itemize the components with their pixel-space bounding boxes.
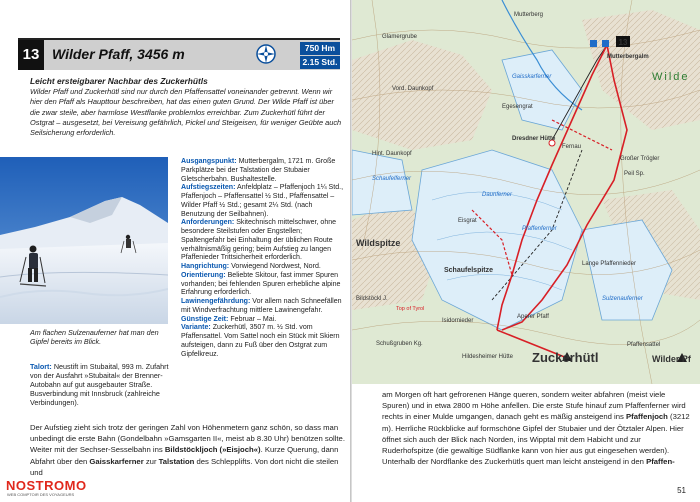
map-route-number: 13 — [618, 38, 628, 47]
intro-text: Wilder Pfaff und Zuckerhütl sind nur durch den Pfaffensattel voneinander getrennt. Wenn wir hier den Pfaff als Haupttour beschreiben, hat das einen guten Grund. Der Wilde Pfaff ist über die zwar steile, aber harmlose Westflanke problemlos erreichbar. Zum Zuckerhütl führt der Ostgrat – ausgesetzt, bei Vereisung gefährlich, Pickel und Steigeisen, für weniger Geübte auch Seilsicherung erforderlich. — [30, 87, 342, 138]
page-number: 51 — [677, 486, 686, 495]
info-text: Mutterbergalm, 1721 m. Große Parkplätze bei der Talstation der Stubaier Gletscherbahn. Bushaltestelle. — [181, 158, 336, 183]
compass-icon — [255, 43, 277, 65]
body-text: des Schlepplifts. Von dort nicht die steilen und — [30, 456, 339, 477]
info-label: Orientierung: — [181, 271, 226, 279]
map-label: Dresdner Hütte — [512, 136, 556, 142]
intro-heading: Leicht ersteigbarer Nachbar des Zuckerhütls — [30, 76, 208, 86]
logo-tagline: WEB COMPTOIR DES VOYAGEURS — [7, 492, 75, 497]
info-item — [181, 272, 345, 298]
map-label: Fernau — [562, 144, 582, 150]
map-label: Lange Pfaffennieder — [582, 261, 636, 267]
map-label: Schaufelferner — [372, 176, 412, 182]
info-text: Februar – Mai. — [230, 315, 277, 323]
info-item — [181, 324, 345, 359]
body-text: zur — [143, 456, 159, 466]
info-item — [181, 263, 345, 272]
info-item — [181, 184, 345, 219]
map-label: Aperer Pfaff — [517, 314, 549, 320]
photo-caption: Am flachen Sulzenauferner hat man den Gipfel bereits im Blick. — [30, 328, 159, 347]
map-label: Schußgruben Kg. — [376, 341, 423, 347]
map-label: Wildspitze — [356, 238, 401, 248]
route-map — [352, 0, 700, 384]
map-label: Sulzenauferner — [602, 296, 643, 302]
body-bold: Gaisskarferner — [89, 456, 144, 466]
map-label: Zuckerhütl — [532, 350, 599, 365]
body-text-right — [382, 389, 694, 467]
tour-header — [18, 38, 340, 70]
body-text: . Kurze Querung, dann Abfahrt über den — [30, 445, 339, 466]
info-text: Beliebte Skitour, fast immer Spuren vorhanden; bei fehlenden Spuren erhebliche alpine Erfahrung erforderlich. — [181, 271, 341, 297]
map-label: Mutterberg — [514, 12, 544, 18]
info-text: Skitechnisch mittelschwer, ohne besondere Steilstufen oder Engstellen; Spaltengefahr bei Einhaltung der üblichen Route verhältnismäßig gering; beim Aufstieg zu langen Pfaffenieder Trittsicherheit erforderlich. — [181, 219, 337, 262]
info-text: Zuckerhütl, 3507 m. ½ Std. vom Pfaffensattel. Vom Sattel noch ein Stück mit Skiern aufsteigen, dann zu Fuß über den Ostgrat zum Gipfelkreuz. — [181, 324, 340, 358]
map-label: Schaufelspitze — [444, 267, 494, 274]
tour-info — [181, 158, 345, 359]
info-label: Variante: — [181, 324, 211, 332]
map-label: Peil Sp. — [624, 171, 645, 177]
info-label: Lawinengefährdung: — [181, 298, 251, 305]
body-bold: Bildstöckljoch (»Eisjoch«) — [164, 445, 261, 455]
info-talort — [30, 362, 172, 407]
map-label: Bildstöckl J. — [356, 296, 388, 302]
map-label: Pfaffenferner — [522, 226, 557, 232]
body-text: am Morgen oft hart gefrorenen Hänge queren, sondern weiter abfahren (meist viele Spuren) und in etwa 2800 m Höhe anfellen. Die erste Stufe hinauf zum Pfaffenferner wird rechts in einer Mulde umgangen, danach geht es mäßig ansteigend ins — [382, 390, 686, 422]
map-label: Eisgrat — [458, 218, 477, 224]
map-label: Vord. Daunkopf — [392, 86, 434, 92]
body-bold: Talstation — [158, 456, 195, 466]
body-text: (3212 m). Herrliche Rückblicke auf formschöne Gipfel der Stubaier und der Ötztaler Alpen. Hier öffnet sich auch der Blick nach Norden, ins Wipptal mit dem Habicht und zur Ruderhofspitze (die gewaltige Südflanke kann von hier aus gut eingesehen werden). Unterhalb der Nordflanke des Zuckerhütls quert man leicht ansteigend in den — [382, 412, 690, 467]
map-label: Daunferner — [482, 192, 513, 198]
info-item — [181, 316, 345, 325]
info-text: Vor allem nach Schneefällen mit Windverfrachtung mittlere Lawinengefahr. — [181, 298, 342, 314]
map-label: Isidornieder — [442, 318, 474, 324]
info-label: Hangrichtung: — [181, 263, 230, 270]
info-item — [181, 219, 345, 263]
map-label: Glamergrube — [382, 34, 418, 40]
map-label: Großer Trögler — [620, 156, 660, 162]
info-text: Anfeldplatz – Pfaffenjoch 1¼ Std., Pfaffenjoch – Pfaffensattel ½ Std., Pfaffensattel – Wilder Pfaff ½ Std.; gesamt 2¼ Std. (nach Benutzung der Seilbahnen). — [181, 184, 344, 218]
body-text-left — [30, 422, 348, 478]
info-text: Neustift im Stubaital, 993 m. Zufahrt von der Ausfahrt »Stubaital« der Brenner-Autobahn auf gut ausgebauter Straße. Busverbindung mit Innsbruck (zahlreiche Verbindungen). — [30, 362, 169, 408]
map-label: Hint. Daunkopf — [372, 151, 412, 157]
logo-name: NOSTROMO — [6, 478, 87, 493]
info-text: Vorwiegend Nordwest, Nord. — [231, 263, 321, 270]
map-label: Gaisskarferner — [512, 74, 552, 80]
info-label: Günstige Zeit: — [181, 315, 229, 323]
info-item — [181, 158, 345, 184]
map-label: Hildesheimer Hütte — [462, 354, 514, 360]
info-item — [181, 298, 345, 316]
tour-number: 13 — [18, 40, 44, 70]
map-label: Wilde — [652, 71, 690, 83]
body-bold: Pfaffen- — [646, 457, 675, 467]
info-label: Talort: — [30, 362, 52, 371]
info-label: Anforderungen: — [181, 219, 235, 227]
nostromo-logo — [2, 476, 130, 500]
info-label: Ausgangspunkt: — [181, 158, 237, 165]
map-label: Pfaffensattel — [627, 342, 661, 348]
right-page — [352, 0, 700, 502]
tour-photo — [0, 157, 168, 324]
duration-badge: 2.15 Std. — [300, 56, 340, 69]
tour-title: Wilder Pfaff, 3456 m — [52, 46, 185, 62]
ascent-badge: 750 Hm — [300, 42, 340, 55]
map-label: Top of Tyrol — [396, 306, 425, 312]
map-label: Mutterbergalm — [607, 54, 649, 60]
body-bold: Pfaffenjoch — [626, 412, 668, 422]
body-text: Der Aufstieg zieht sich trotz der geringen Zahl von Höhenmetern ganz schön, so dass man unbedingt die erste Bahn (Gondelbahn »Gamsgarten II«, meist ab 8.30 Uhr) benützen sollte. Weiter mit der Sechser-Sesselbahn ins — [30, 423, 345, 455]
info-label: Aufstiegszeiten: — [181, 184, 236, 192]
map-label: Wilder Pf — [652, 354, 691, 364]
map-label: Egesengrat — [502, 104, 533, 110]
